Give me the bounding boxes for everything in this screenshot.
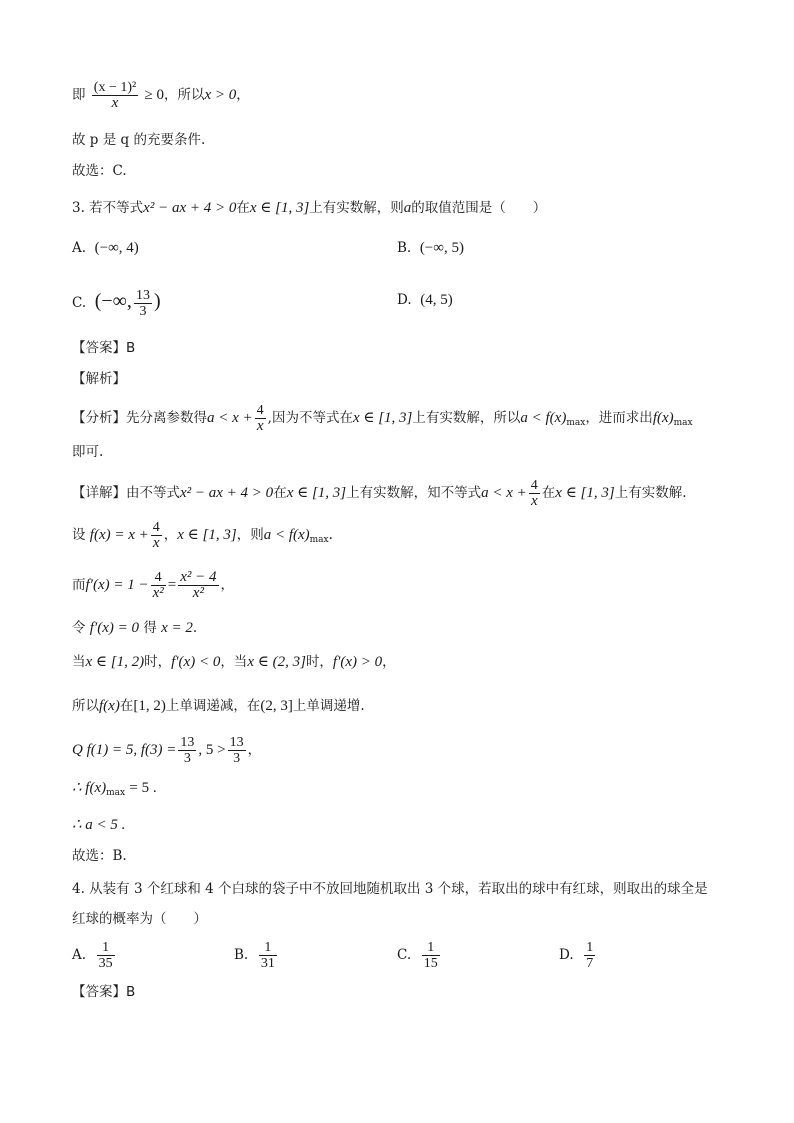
- detail-max: ∴ $f(x)_{max} = 5$ .: [72, 780, 157, 798]
- text: ，所以: [164, 87, 205, 103]
- math: x > 0: [204, 87, 237, 103]
- line-conclusion: [72, 80, 250, 111]
- analysis-line-1: 【分析】先分离参数得a < x + $\frac{4}{x}$ ,因为不等式在x ∈ [1, 3]上有实数解，所以$a < f(x)_{max}$，进而求出$f(x)_{max}$: [72, 403, 693, 434]
- detail-critical-point: 令 f′(x) = 0 得 x = 2.: [72, 620, 198, 636]
- fraction: $\frac{1}{7}$: [586, 940, 594, 971]
- option-c: C. (−∞, $\frac{13}{3}$ ): [72, 288, 161, 319]
- text: ，: [236, 87, 250, 103]
- analysis-heading: 【解析】: [72, 371, 126, 387]
- q4-option-d: D. $\frac{1}{7}$: [559, 940, 594, 971]
- detail-monotonic-cases: 当x ∈ [1, 2)时，f′(x) < 0，当x ∈ (2, 3]时，f′(x) > 0，: [72, 654, 396, 670]
- text: 即: [72, 87, 86, 103]
- option-b: B. (−∞, 5): [397, 240, 464, 256]
- fraction: $\frac{13}{3}$: [229, 735, 244, 766]
- line-choose-b: 故选：B.: [72, 848, 127, 864]
- fraction: $\frac{1}{31}$: [260, 940, 275, 971]
- math: ≥ 0: [144, 87, 164, 103]
- question-3: 3. 若不等式x² − ax + 4 > 0在x ∈ [1, 3]上有实数解，则a的取值范围是（ ）: [72, 200, 547, 216]
- option-a: A. (−∞, 4): [72, 240, 139, 256]
- q4-option-c: C. $\frac{1}{15}$: [397, 940, 438, 971]
- fraction: $\frac{\text{(x − 1)²}}{x}$: [93, 80, 137, 111]
- analysis-line-2: 即可.: [72, 444, 104, 460]
- detail-values: Q f(1) = 5, f(3) = $\frac{13}{3}$ , 5 > $\frac{13}{3}$ ，: [72, 735, 262, 766]
- detail-define-f: 设 f(x) = x + $\frac{4}{x}$ ，x ∈ [1, 3]，则$a < f(x)_{max}$.: [72, 520, 333, 551]
- fraction: $\frac{13}{3}$: [135, 288, 150, 319]
- fraction: $\frac{1}{15}$: [423, 940, 438, 971]
- detail-result: ∴ a < 5 .: [72, 817, 126, 833]
- fraction: $\frac{4}{x}$: [530, 478, 538, 509]
- fraction: $\frac{4}{x}$: [152, 520, 160, 551]
- line-sufficient: 故 p 是 q 的充要条件.: [72, 132, 206, 148]
- q4-option-a: A. $\frac{1}{35}$: [72, 940, 113, 971]
- answer-4: 【答案】B: [72, 984, 136, 1000]
- fraction: $\frac{1}{35}$: [98, 940, 113, 971]
- detail-derivative: 而f′(x) = 1 − $\frac{4}{\text{x²}}$ = $\frac{\text{x² − 4}}{\text{x²}}$ ，: [72, 569, 234, 601]
- answer-3: 【答案】B: [72, 340, 136, 356]
- line-choose-c: 故选：C.: [72, 163, 127, 179]
- option-d: D. (4, 5): [397, 292, 453, 308]
- detail-monotonic-summary: 所以f(x)在[1, 2)上单调递减，在(2, 3]上单调递增.: [72, 698, 365, 714]
- fraction: $\frac{\text{x² − 4}}{\text{x²}}$: [180, 569, 217, 601]
- fraction: $\frac{13}{3}$: [180, 735, 195, 766]
- fraction: $\frac{4}{\text{x²}}$: [152, 570, 164, 601]
- q4-option-b: B. $\frac{1}{31}$: [234, 940, 275, 971]
- detail-line-1: 【详解】由不等式x² − ax + 4 > 0在x ∈ [1, 3]上有实数解，知不等式a < x + $\frac{4}{x}$ 在x ∈ [1, 3]上有实数解.: [72, 478, 687, 509]
- question-4-line-2: 红球的概率为（ ）: [72, 911, 207, 927]
- question-4-line-1: 4. 从装有 3 个红球和 4 个白球的袋子中不放回地随机取出 3 个球，若取出的球中有红球，则取出的球全是: [72, 881, 708, 897]
- fraction: $\frac{4}{x}$: [256, 403, 264, 434]
